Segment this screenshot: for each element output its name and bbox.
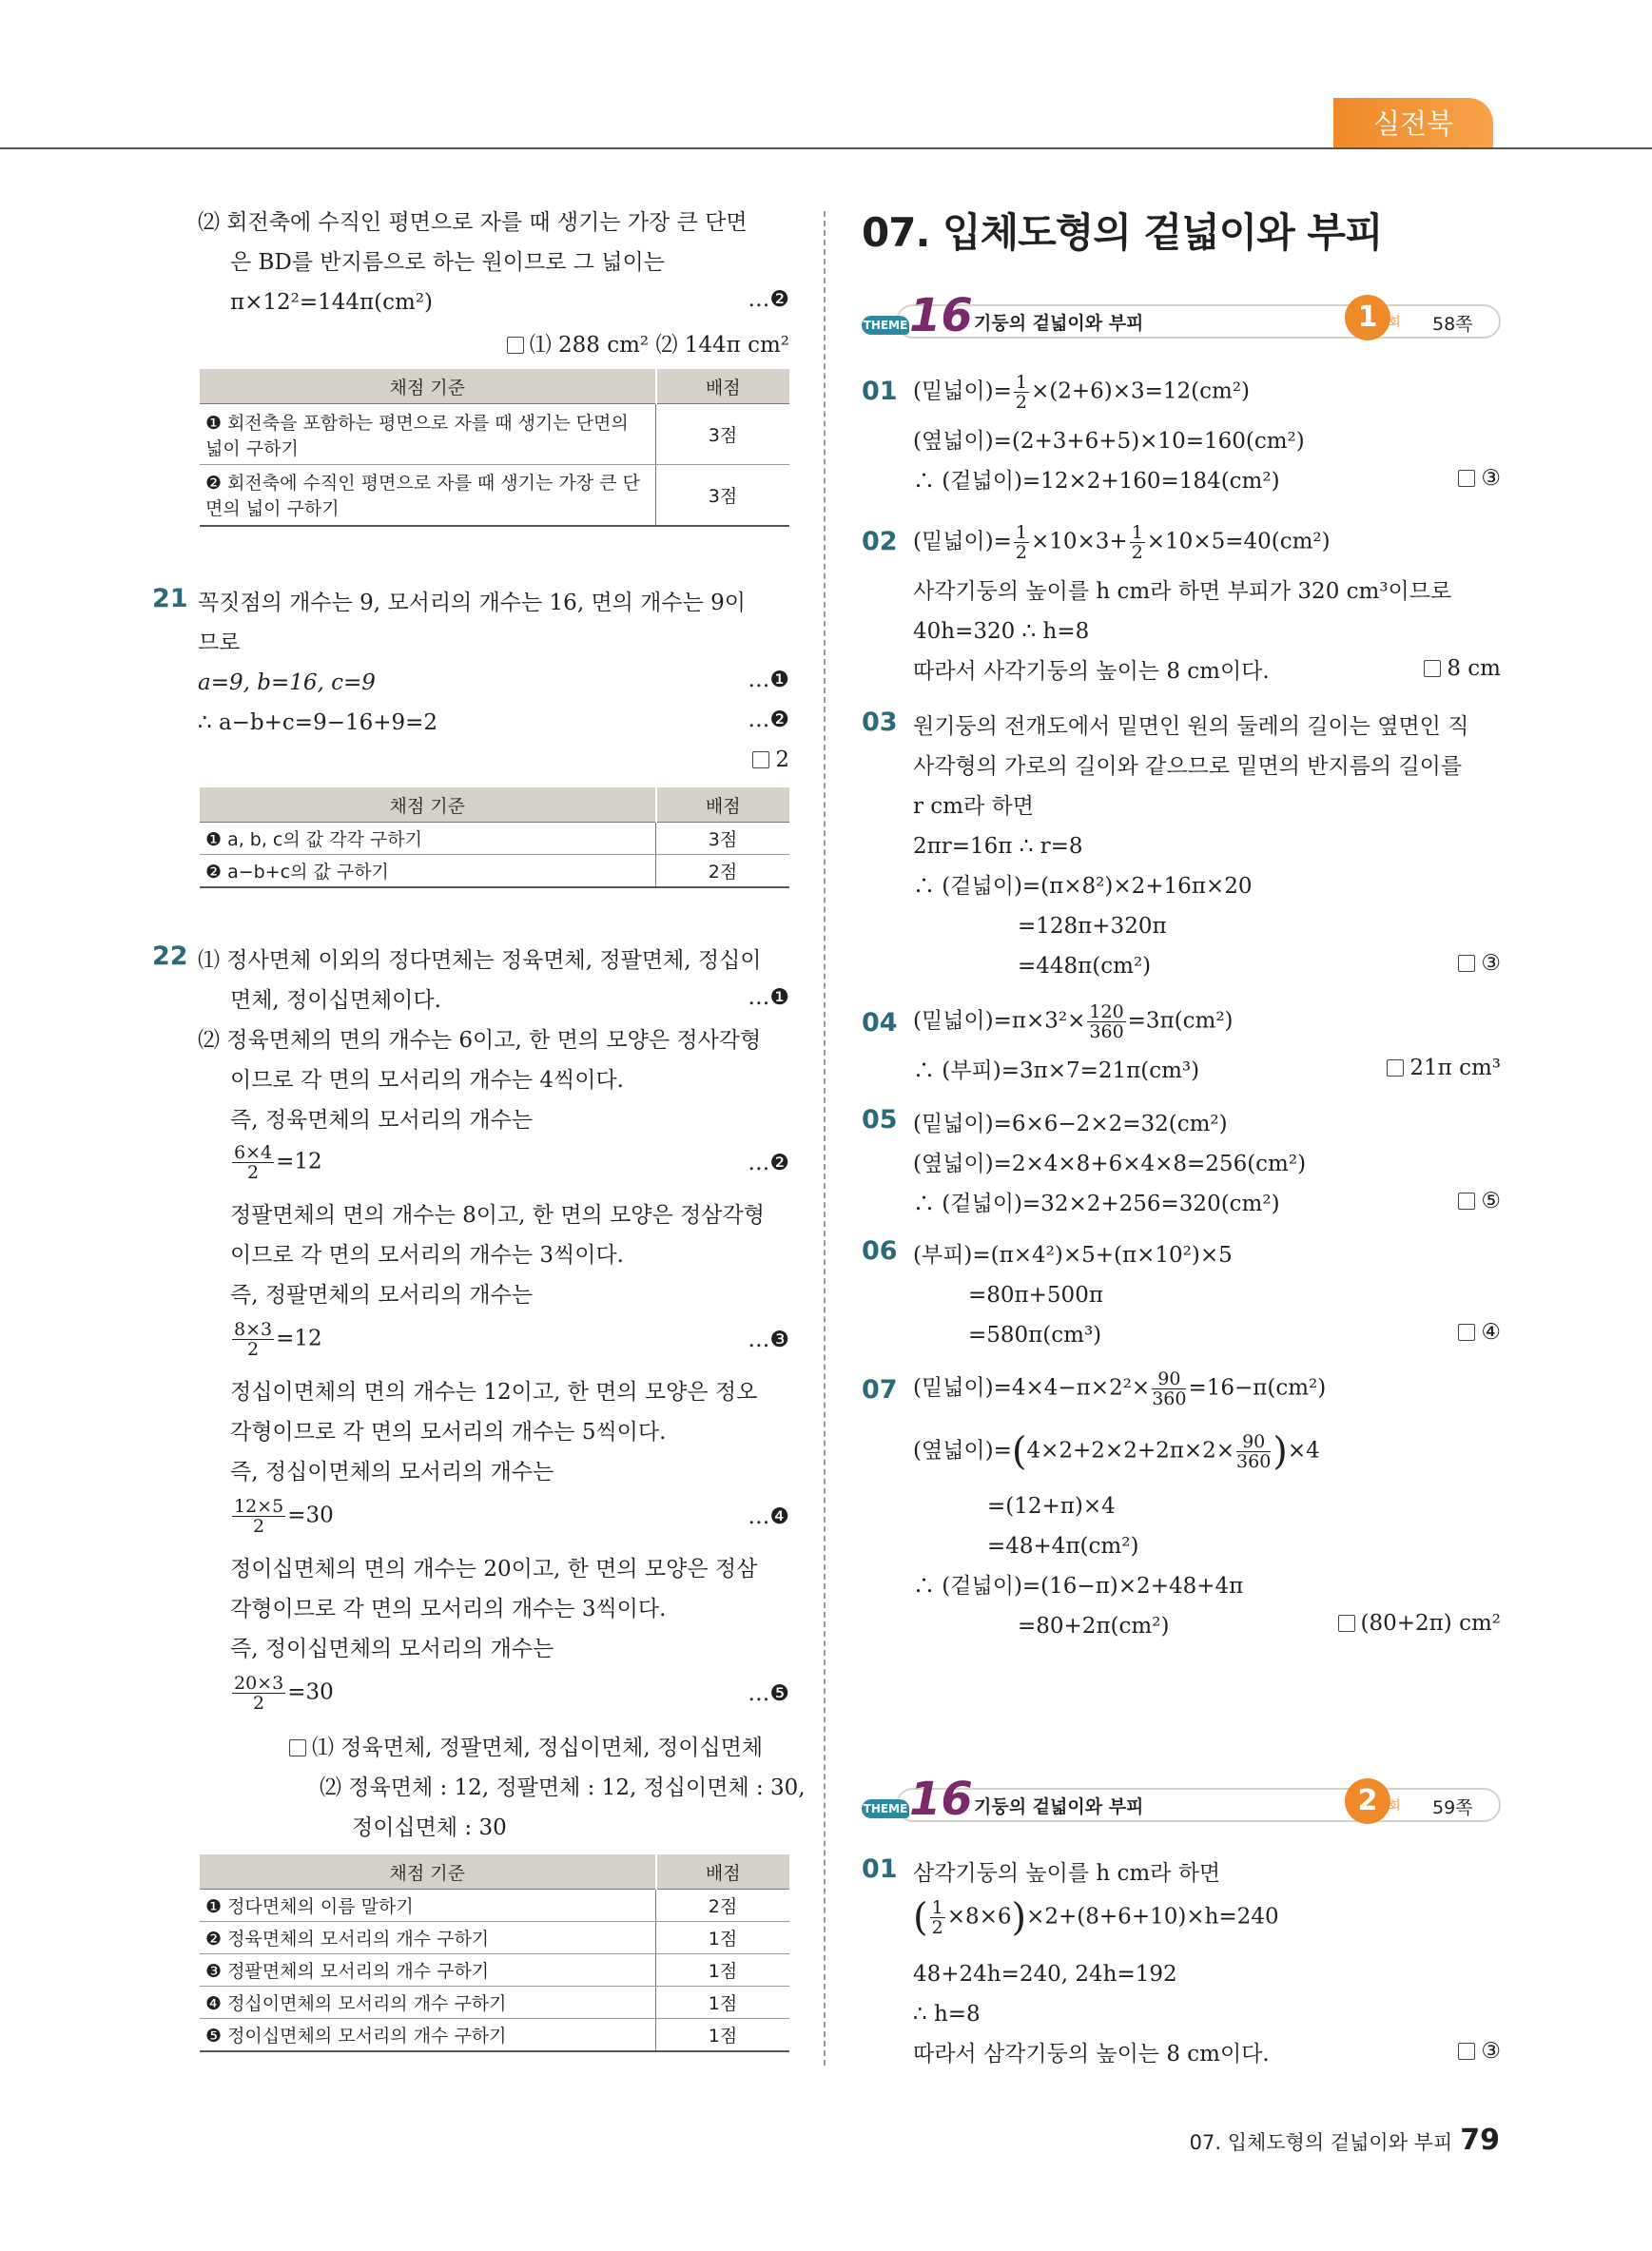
problem-number: 05 [862, 1105, 898, 1135]
text-line: 따라서 사각기둥의 높이는 8 cm이다. [913, 659, 1270, 684]
problem-number: 01 [862, 377, 898, 406]
math-line: =(12+π)×4 [987, 1494, 1116, 1519]
table-cell: 3점 [656, 404, 790, 465]
answer-icon [1458, 955, 1475, 972]
score-mark: …❷ [748, 708, 789, 732]
math-line: ( $\frac{1}{2}$ ×8×6)×2+(8+6+10)×h=240 [913, 1895, 1279, 1940]
score-mark: …❷ [748, 287, 789, 312]
fraction-line: $\frac{8\times 3}{2}$ =12 [234, 1319, 322, 1360]
text-line: 즉, 정육면체의 모서리의 개수는 [230, 1108, 534, 1133]
text-line: 정팔면체의 면의 개수는 8이고, 한 면의 모양은 정삼각형 [230, 1203, 765, 1228]
answer: ⑴ 288 cm² ⑵ 144π cm² [507, 327, 789, 359]
score-mark: …❺ [748, 1681, 789, 1706]
table-header: 배점 [656, 787, 790, 823]
answer-icon [1424, 660, 1441, 677]
math-line: (옆넓이)=2×4×8+6×4×8=256(cm²) [913, 1152, 1307, 1176]
math-line: ∴ h=8 [913, 2002, 981, 2027]
math-line: (밑넓이)=π×3²× $\frac{120}{360}$ =3π(cm²) [913, 1001, 1234, 1042]
table-cell: 2점 [656, 855, 790, 887]
text-line: ⑴ 정사면체 이외의 정다면체는 정육면체, 정팔면체, 정십이 [198, 948, 762, 973]
text-line: 사각기둥의 높이를 h cm라 하면 부피가 320 cm³이므로 [913, 579, 1452, 604]
answer: (80+2π) cm² [1338, 1611, 1501, 1636]
table-header: 채점 기준 [200, 787, 656, 823]
math-line: ∴ (겉넓이)=(π×8²)×2+16π×20 [913, 874, 1253, 899]
answer-line: ⑵ 정육면체 : 12, 정팔면체 : 12, 정십이면체 : 30, [320, 1776, 806, 1800]
math-line: 48+24h=240, 24h=192 [913, 1962, 1177, 1987]
score-mark: …❶ [748, 985, 789, 1010]
text-line: ⑵ 회전축에 수직인 평면으로 자를 때 생기는 가장 큰 단면 [198, 210, 748, 235]
answer-icon [752, 751, 769, 768]
theme-badge: THEME [862, 316, 909, 335]
text-line: r cm라 하면 [913, 794, 1034, 819]
math-line: =48+4π(cm²) [987, 1534, 1139, 1559]
table-cell: 1점 [656, 2019, 790, 2051]
math-line: =580π(cm³) [968, 1323, 1102, 1348]
answer: 2 [752, 747, 789, 772]
text-line: 즉, 정이십면체의 모서리의 개수는 [230, 1637, 554, 1661]
table-header: 배점 [656, 1854, 790, 1890]
fraction-line: $\frac{6\times 4}{2}$ =12 [234, 1142, 322, 1183]
math-line: (옆넓이)=(4×2+2×2+2π×2× $\frac{90}{360}$ )×4 [913, 1429, 1320, 1474]
math-line: ∴ (부피)=3π×7=21π(cm³) [913, 1058, 1200, 1083]
text-line: 사각형의 가로의 길이와 같으므로 밑면의 반지름의 길이를 [913, 754, 1463, 779]
text-line: 정이십면체의 면의 개수는 20이고, 한 면의 모양은 정삼 [230, 1557, 758, 1582]
score-mark: …❸ [748, 1328, 789, 1352]
table-header: 채점 기준 [200, 1854, 656, 1890]
footer-chapter: 07. 입체도형의 겉넓이와 부피 [1189, 2131, 1453, 2154]
math-line: 40h=320 ∴ h=8 [913, 619, 1090, 644]
chapter-title: 07. 입체도형의 겉넓이와 부피 [862, 209, 1383, 256]
text-line: 각형이므로 각 면의 모서리의 개수는 5씩이다. [230, 1420, 667, 1445]
fraction-line: $\frac{20\times 3}{2}$ =30 [234, 1673, 334, 1714]
answer-icon [1338, 1615, 1355, 1632]
table-cell: ❶ a, b, c의 값 각각 구하기 [200, 823, 656, 855]
answer-icon [1458, 1193, 1475, 1210]
answer-icon [1458, 1324, 1475, 1341]
table-cell: ❷ 회전축에 수직인 평면으로 자를 때 생기는 가장 큰 단면의 넓이 구하기 [200, 465, 656, 526]
table-cell: 3점 [656, 823, 790, 855]
table-cell: ❹ 정십이면체의 모서리의 개수 구하기 [200, 1987, 656, 2019]
math-line: ∴ (겉넓이)=32×2+256=320(cm²) [913, 1192, 1280, 1216]
score-mark: …❶ [748, 668, 789, 692]
math-line: (부피)=(π×4²)×5+(π×10²)×5 [913, 1243, 1233, 1268]
answer: ③ [1458, 951, 1501, 976]
theme-name: 기둥의 겉넓이와 부피 [974, 313, 1144, 334]
answer: ④ [1458, 1320, 1501, 1345]
table-cell: 1점 [656, 1922, 790, 1954]
table-cell: 3점 [656, 465, 790, 526]
table-cell: 1점 [656, 1987, 790, 2019]
column-divider [824, 211, 826, 2066]
question-number: 22 [152, 941, 188, 971]
score-mark: …❷ [748, 1151, 789, 1175]
theme-name: 기둥의 겉넓이와 부피 [974, 1796, 1144, 1817]
table-cell: ❷ a−b+c의 값 구하기 [200, 855, 656, 887]
section-tab: 실전북 [1333, 98, 1493, 149]
header-rule [0, 147, 1652, 149]
math-line: (밑넓이)=6×6−2×2=32(cm²) [913, 1112, 1228, 1136]
round-suffix: 회 [1389, 316, 1401, 330]
answer-icon [289, 1739, 306, 1756]
round-badge: 2 [1345, 1778, 1390, 1824]
answer: ⑴ 정육면체, 정팔면체, 정십이면체, 정이십면체 [289, 1733, 763, 1765]
theme-header-1 [862, 289, 1501, 342]
table-cell: ❶ 회전축을 포함하는 평면으로 자를 때 생기는 단면의 넓이 구하기 [200, 404, 656, 465]
problem-number: 04 [862, 1008, 898, 1038]
table-cell: ❶ 정다면체의 이름 말하기 [200, 1890, 656, 1922]
table-cell: ❺ 정이십면체의 모서리의 개수 구하기 [200, 2019, 656, 2051]
round-badge: 1 [1345, 295, 1390, 340]
grading-table-1 [200, 369, 789, 527]
table-header: 채점 기준 [200, 369, 656, 404]
text-line: ⑵ 정육면체의 면의 개수는 6이고, 한 면의 모양은 정사각형 [198, 1028, 762, 1053]
answer: ⑤ [1458, 1189, 1501, 1213]
math-line: ∴ (겉넓이)=(16−π)×2+48+4π [913, 1574, 1244, 1599]
text-line: 이므로 각 면의 모서리의 개수는 3씩이다. [230, 1243, 624, 1268]
math-line: (옆넓이)=(2+3+6+5)×10=160(cm²) [913, 429, 1305, 454]
grading-table-3 [200, 1854, 789, 2052]
page-number: 79 [1460, 2124, 1500, 2157]
fraction-line: $\frac{12\times 5}{2}$ =30 [234, 1496, 334, 1537]
table-cell: ❷ 정육면체의 모서리의 개수 구하기 [200, 1922, 656, 1954]
math-line: ∴ a−b+c=9−16+9=2 [198, 710, 438, 735]
math-line: ∴ (겉넓이)=12×2+160=184(cm²) [913, 469, 1280, 494]
table-cell: ❸ 정팔면체의 모서리의 개수 구하기 [200, 1954, 656, 1987]
text-line: 따라서 삼각기둥의 높이는 8 cm이다. [913, 2042, 1270, 2067]
problem-number: 07 [862, 1375, 898, 1405]
table-cell: 1점 [656, 1954, 790, 1987]
answer: 8 cm [1424, 656, 1501, 681]
text-line: 각형이므로 각 면의 모서리의 개수는 3씩이다. [230, 1597, 667, 1621]
answer-icon [1387, 1059, 1404, 1077]
math-line: (밑넓이)=4×4−π×2²× $\frac{90}{360}$ =16−π(cm²) [913, 1368, 1327, 1409]
score-mark: …❹ [748, 1504, 789, 1529]
problem-number: 02 [862, 527, 898, 556]
math-line: π×12²=144π(cm²) [230, 290, 434, 315]
math-line: =80π+500π [968, 1283, 1103, 1308]
text-line: 즉, 정팔면체의 모서리의 개수는 [230, 1283, 534, 1308]
math-line: =80+2π(cm²) [1018, 1614, 1170, 1639]
table-header: 배점 [656, 369, 790, 404]
page-ref: 59쪽 [1432, 1797, 1473, 1818]
page-ref: 58쪽 [1432, 314, 1473, 335]
page-footer [1190, 2124, 1500, 2157]
math-line: 2πr=16π ∴ r=8 [913, 834, 1083, 859]
table-cell: 2점 [656, 1890, 790, 1922]
math-line: =128π+320π [1018, 914, 1167, 939]
text-line: 면체, 정이십면체이다. [230, 988, 441, 1013]
text-line: 은 BD를 반지름으로 하는 원이므로 그 넓이는 [230, 250, 665, 275]
theme-badge: THEME [862, 1799, 909, 1818]
round-suffix: 회 [1389, 1799, 1401, 1814]
answer: ③ [1458, 2039, 1501, 2064]
theme-number: 16 [909, 289, 973, 342]
theme-header-2 [862, 1773, 1501, 1826]
problem-number: 06 [862, 1236, 898, 1266]
answer: 21π cm³ [1387, 1056, 1501, 1080]
problem-number: 01 [862, 1854, 898, 1884]
text-line: 정십이면체의 면의 개수는 12이고, 한 면의 모양은 정오 [230, 1380, 758, 1405]
text-line: 삼각기둥의 높이를 h cm라 하면 [913, 1861, 1221, 1886]
question-number: 21 [152, 584, 188, 613]
text-line: 꼭짓점의 개수는 9, 모서리의 개수는 16, 면의 개수는 9이 [198, 591, 747, 615]
problem-number: 03 [862, 708, 898, 737]
answer-line: 정이십면체 : 30 [352, 1815, 507, 1840]
grading-table-2 [200, 787, 789, 888]
answer-icon [1458, 470, 1475, 487]
theme-number: 16 [909, 1773, 973, 1826]
answer-icon [507, 337, 524, 354]
text-line: 원기둥의 전개도에서 밑면인 원의 둘레의 길이는 옆면인 직 [913, 714, 1469, 739]
math-line: (밑넓이)= $\frac{1}{2}$ ×(2+6)×3=12(cm²) [913, 372, 1251, 413]
text-line: 이므로 각 면의 모서리의 개수는 4씩이다. [230, 1068, 624, 1093]
math-line: =448π(cm²) [1018, 954, 1152, 979]
math-line: a=9, b=16, c=9 [198, 670, 376, 695]
text-line: 므로 [198, 631, 241, 655]
answer-icon [1458, 2043, 1475, 2060]
text-line: 즉, 정십이면체의 모서리의 개수는 [230, 1460, 554, 1484]
math-line: (밑넓이)= $\frac{1}{2}$ ×10×3+ $\frac{1}{2}$ ×10×5=40(cm²) [913, 522, 1331, 563]
answer: ③ [1458, 466, 1501, 491]
